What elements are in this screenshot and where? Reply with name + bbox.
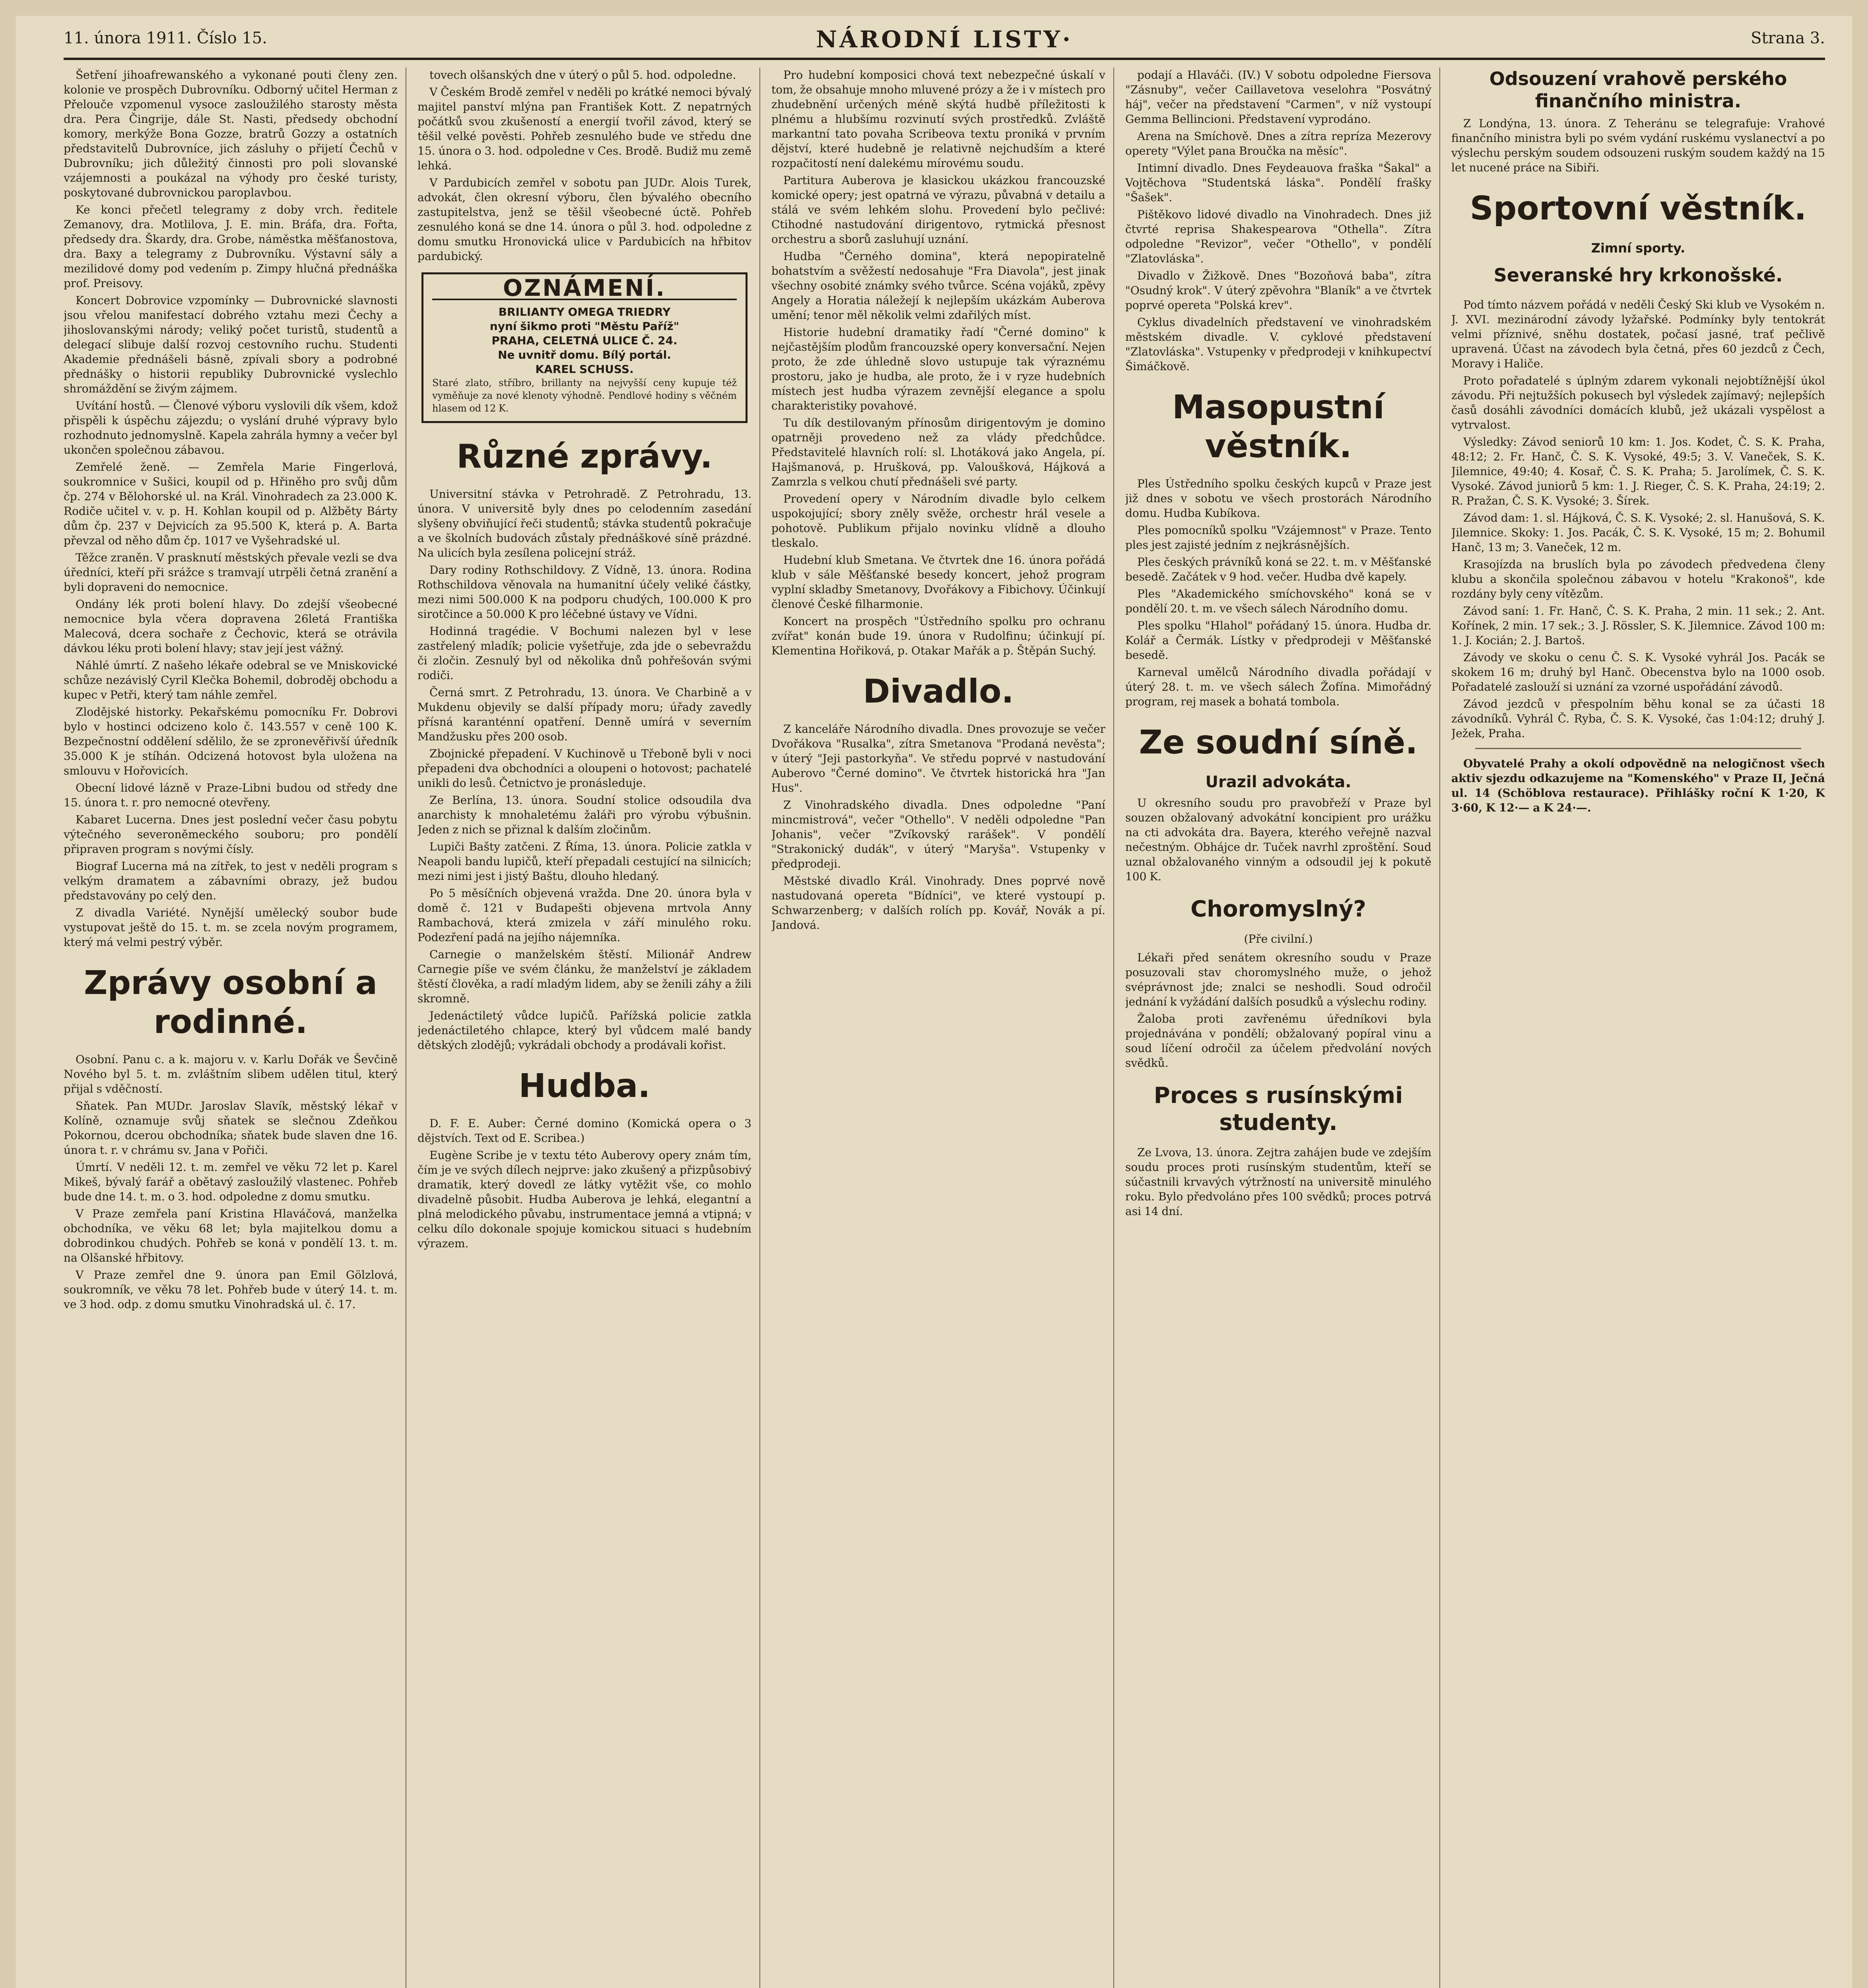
article-paragraph: Biograf Lucerna má na zítřek, to jest v neděli program s velkým dramatem a zábavními obrazy, jež budou představovány po celý den. — [64, 860, 398, 902]
column-4 — [1125, 68, 1431, 1988]
ad-line: BRILIANTY OMEGA TRIEDRY — [498, 305, 671, 318]
article-paragraph: Zlodějské historky. Pekařskému pomocníku Fr. Dobrovi bylo v hostinci odcizeno kolo č. 143.557 v ceně 100 K. Bezpečnostní oddělení sdělilo, že se zpronevěřivší úředník 35.000 K je stíhán. Odcizená hotovost byla uložena na smlouvu v Hořovicích. — [64, 705, 398, 777]
article-paragraph: Černá smrt. Z Petrohradu, 13. února. Ve Charbině a v Mukdenu objevily se další případy moru; úřady zavedly přísná karanténní opatření. Denně umírá v severním Mandžusku přes 200 osob. — [417, 686, 751, 743]
ad-line: nyní šikmo proti "Městu Paříž" — [489, 320, 680, 333]
column-3 — [771, 68, 1105, 1988]
article-paragraph: U okresního soudu pro pravobřeží v Praze byl souzen obžalovaný advokátní koncipient pro urážku na cti advokáta dra. Bayera, kterého veřejně nazval nečestným. Obhájce dr. Tuček navrhl zproštění. Soud uznal obžalovaného vinným a odsoudil jej k pokutě 100 K. — [1125, 796, 1431, 883]
article-paragraph: Žaloba proti zavřenému úředníkovi byla projednávána v pondělí; obžalovaný popíral vinu a soud líčení odročil za účelem předvolání nových svědků. — [1125, 1012, 1431, 1070]
article-paragraph: Obecní lidové lázně v Praze-Libni budou od středy dne 15. února t. r. pro nemocné otevřeny. — [64, 781, 398, 809]
section-heading-sport: Sportovní věstník. — [1470, 190, 1807, 227]
article-paragraph: Ke konci přečetl telegramy z doby vrch. ředitele Zemanovy, dra. Motlilova, J. E. min. Bráfa, dra. Fořta, předsedy dra. Škardy, dra. Grobe, náměstka měšťanostova, dra. Baxy a telegramy z Dubrovníku. Výstavní sály a mezilidové domy pod vedením p. Zimpy hlučná přednáška prof. Preisovy. — [64, 203, 398, 290]
article-paragraph: Zemřelé ženě. — Zemřela Marie Fingerlová, soukromnice v Sušici, koupil od p. Hřiněho pro svůj dům čp. 274 v Bělohorské ul. na Král. Vinohradech za 23.000 K. Rodiče učitel v. v. p. H. Kohlan koupil od p. Alžběty Bárty dům čp. 237 v Dejvicích za 95.500 K, která p. A. Barta převzal od něho dům čp. 1017 ve Vyšehradské ul. — [64, 460, 398, 547]
article-paragraph: Zbojnické přepadení. V Kuchinově u Třeboně byli v noci přepadeni dva obchodníci a oloupeni o hotovost; pachatelé unikli do lesů. Četnictvo je pronásleduje. — [417, 747, 751, 790]
article-subtitle: (Pře civilní.) — [1244, 932, 1313, 945]
article-paragraph: Koncert Dobrovice vzpomínky — Dubrovnické slavnosti jsou vřelou manifestací dobrého vztahu mezi Čechy a jihoslovanskými národy; veliký počet turistů, studentů a delegací slibuje další rozvoj cestovního ruchu. Studenti Akademie přednášeli básně, zpívali sbory a podrobné přednášky o historii republiky Dubrovnické vyslechlo shromáždění se živým zájmem. — [64, 294, 398, 395]
issue-date: 11. února 1911. Číslo 15. — [64, 29, 267, 47]
column-rule — [1439, 68, 1440, 1988]
page-number: Strana 3. — [1751, 29, 1825, 47]
ad-line: Ne uvnitř domu. Bílý portál. — [498, 348, 671, 361]
column-rule — [1113, 68, 1114, 1988]
article-paragraph: Intimní divadlo. Dnes Feydeauova fraška "Šakal" a Vojtěchova "Studentská láska". Pondělí frašky "Šašek". — [1125, 161, 1431, 204]
article-paragraph: Hudba "Černého domina", která nepopiratelně bohatstvím a svěžestí nedosahuje "Fra Diavola", jest jinak všechny osobité známky svého tvůrce. Scéna vojáků, zpěvy Angely a Horatia náležejí k nejlepším ukázkám Auberova umění; tenor měl několik velmi zdařilých míst. — [771, 250, 1105, 322]
article-subtitle: Zimní sporty. — [1591, 241, 1685, 256]
article-paragraph: Ondány lék proti bolení hlavy. Do zdejší všeobecné nemocnice byla včera dopravena 26letá Františka Malecová, dcera sochaře z Čechovic, která se otrávila dávkou léku proti bolení hlavy; stav její jest vážný. — [64, 598, 398, 655]
article-paragraph: Kabaret Lucerna. Dnes jest poslední večer času pobytu výtečného severoněmeckého souboru; pro pondělí připraven program s novými čísly. — [64, 813, 398, 856]
article-paragraph: Uvítání hostů. — Členové výboru vyslovili dík všem, kdož přispěli k úspěchu zájezdu; o vyslání druhé výpravy bylo rozhodnuto jednomyslně. Kapela zahrála hymny a večer byl ukončen společnou zábavou. — [64, 399, 398, 456]
article-paragraph: Z kanceláře Národního divadla. Dnes provozuje se večer Dvořákova "Rusalka", zítra Smetanova "Prodaná nevěsta"; v úterý "Jeji pastorkyňa". Ve středu poprvé v nastudování Auberovo "Černé domino". Ve čtvrtek historická hra "Jan Hus". — [771, 722, 1105, 794]
article-paragraph: Divadlo v Žižkově. Dnes "Bozoňová baba", zítra "Osudný krok". V úterý zpěvohra "Blaník" a ve čtvrtek poprvé opereta "Polská krev". — [1125, 269, 1431, 312]
ad-title: OZNÁMENÍ. — [432, 281, 737, 300]
article-paragraph: Náhlé úmrtí. Z našeho lékaře odebral se ve Mniskovické schůze nezávislý Cyril Klečka Bohemil, dobroděj obchodu a kupec v Petři, který tam náhle zemřel. — [64, 659, 398, 701]
article-paragraph: Z divadla Variété. Nynější umělecký soubor bude vystupovat ještě do 15. t. m. se zcela novým programem, který má velmi pestrý výběr. — [64, 906, 398, 949]
article-paragraph: Proto pořadatelé s úplným zdarem vykonali nejobtížnější úkol závodu. Při nejtužších pokusech byl výsledek zajímavý; nejlepších časů dosáhli závodníci domácích klubů, jež ukázali vyspělost a vytrvalost. — [1451, 374, 1825, 431]
section-heading-court: Ze soudní síně. — [1139, 724, 1418, 761]
article-paragraph: V Praze zemřel dne 9. února pan Emil Gölzlová, soukromník, ve věku 78 let. Pohřeb bude v úterý 14. t. m. ve 3 hod. odp. z domu smutku Vinohradská ul. č. 17. — [64, 1268, 398, 1311]
article-paragraph: Karneval umělců Národního divadla pořádají v úterý 28. t. m. ve všech sálech Žofína. Mimořádný program, rej masek a bohatá tombola. — [1125, 666, 1431, 708]
article-paragraph: Ze Lvova, 13. února. Zejtra zahájen bude ve zdejším soudu proces proti rusínským studentům, kteří se súčastnili krvavých výtržností na universitě minulého roku. Bylo předvoláno přes 100 svědků; proces potrvá asi 14 dní. — [1125, 1146, 1431, 1218]
article-paragraph: Cyklus divadelních představení ve vinohradském městském divadle. V. cyklové představení "Zlatovláska". Vstupenky v předprodeji v knihkupectví Šimáčkově. — [1125, 316, 1431, 373]
article-paragraph: Osobní. Panu c. a k. majoru v. v. Karlu Dořák ve Ševčině Nového byl 5. t. m. zvláštním slibem udělen titul, který přijal s vděčností. — [64, 1053, 398, 1095]
article-paragraph: Ze Berlína, 13. února. Soudní stolice odsoudila dva anarchisty k mnohaletému žaláři pro výrobu výbušnin. Jeden z nich se přiznal k dalším zločinům. — [417, 794, 751, 836]
ad-line: PRAHA, CELETNÁ ULICE Č. 24. — [491, 334, 678, 347]
article-paragraph: Universitní stávka v Petrohradě. Z Petrohradu, 13. února. V universitě byly dnes po celodenním zasedání slyšeny obviňující řeči studentů; stávka studentů pokračuje a ve školních budovách zůstaly přednáškové síně prázdné. Na ulicích byla zesílena policejní stráž. — [417, 487, 751, 559]
article-paragraph: tovech olšanských dne v úterý o půl 5. hod. odpoledne. — [429, 68, 736, 82]
article-title: Odsouzení vrahově perského finančního ministra. — [1489, 68, 1787, 112]
article-paragraph: Hudební klub Smetana. Ve čtvrtek dne 16. února pořádá klub v sále Měšťanské besedy koncert, jehož program vyplní skladby Smetanovy, Dvořákovy a Fibichovy. Účinkují členové České filharmonie. — [771, 553, 1105, 611]
article-paragraph: Závod jezdců v přespolním běhu konal se za účasti 18 závodníků. Vyhrál Č. Ryba, Č. S. K. Vysoké, čas 1:04:12; druhý J. Ježek, Praha. — [1451, 697, 1825, 740]
article-paragraph: Po 5 měsíčních objevená vražda. Dne 20. února byla v domě č. 121 v Budapešti objevena mrtvola Anny Rambachová, která zmizela v září minulého roku. Podezření padá na jejího nájemníka. — [417, 887, 751, 944]
article-paragraph: Historie hudební dramatiky řadí "Černé domino" k nejčastějším plodům francouzské opery konversační. Nejen proto, že zde úhledně slovo ustupuje tak výraznému prostoru, jako je hudba, ale proto, že i v ryze hudebních místech jest hudba výrazem zevnější elegance a spolu charakteristiky povahové. — [771, 326, 1105, 412]
ad-text: Staré zlato, stříbro, brillanty na nejvyšší ceny kupuje též vyměňuje za nové klenoty výhodně. Pendlové hodiny s věčném hlasem od 12 K. — [432, 377, 737, 414]
article-paragraph: Lékaři před senátem okresního soudu v Praze posuzovali stav choromyslného muže, o jehož svéprávnost jde; znalci se neshodli. Soud odročil jednání k vyžádání dalších posudků a výslechu rodiny. — [1125, 951, 1431, 1008]
article-paragraph: Dary rodiny Rothschildovy. Z Vídně, 13. února. Rodina Rothschildova věnovala na humanitní účely veliké částky, mezi nimi 500.000 K na podporu chudých, 100.000 K pro sirotčince a 50.000 K pro léčebné ústavy ve Vídni. — [417, 563, 751, 621]
article-paragraph: Závod dam: 1. sl. Hájková, Č. S. K. Vysoké; 2. sl. Hanušová, S. K. Jilemnice. Skoky: 1. Jos. Pacák, Č. S. K. Vysoké, 15 m; 2. Bohumil Hanč, 13 m; 3. Vaneček, 12 m. — [1451, 511, 1825, 554]
article-paragraph: Výsledky: Závod seniorů 10 km: 1. Jos. Kodet, Č. S. K. Praha, 48:12; 2. Fr. Hanč, Č. S. K. Vysoké, 49:5; 3. V. Vaneček, S. K. Jilemnice, 49:40; 4. Kosař, Č. S. K. Praha; 5. Jarolímek, Č. S. K. Vysoké. Závod juniorů 5 km: 1. J. Rieger, Č. S. K. Praha, 24:19; 2. R. Pražan, Č. S. K. Vysoké; 3. Šírek. — [1451, 435, 1825, 507]
article-paragraph: Ples českých právníků koná se 22. t. m. v Měšťanské besedě. Začátek v 9 hod. večer. Hudba dvě kapely. — [1125, 555, 1431, 583]
article-title: Choromyslný? — [1190, 896, 1366, 922]
section-heading-carnival: Masopustní věstník. — [1172, 388, 1384, 465]
article-paragraph: Závody ve skoku o cenu Č. S. K. Vysoké vyhrál Jos. Pacák se skokem 16 m; druhý byl Hanč. Obecenstva bylo na 1000 osob. Pořadatelé zaslouží si uznání za vzorné uspořádání závodů. — [1451, 651, 1825, 693]
article-paragraph: D. F. E. Auber: Černé domino (Komická opera o 3 dějstvích. Text od E. Scribea.) — [417, 1117, 751, 1145]
advertisement-box — [421, 272, 748, 423]
article-paragraph: Carnegie o manželském štěstí. Milionář Andrew Carnegie píše ve svém článku, že manželství je základem štěstí člověka, a radí mladým lidem, aby se ženili záhy a žili skromně. — [417, 948, 751, 1005]
article-paragraph: Arena na Smíchově. Dnes a zítra repríza Mezerovy operety "Výlet pana Broučka na měsíc". — [1125, 130, 1431, 157]
article-paragraph: Eugène Scribe je v textu této Auberovy opery znám tím, čím je ve svých dílech nejprve: jako zkušený a přizpůsobivý dramatik, který dovedl ze látky vytěžit vše, co mohlo divadelně působit. Hudba Auberova je lehká, elegantní a plná melodického půvabu, instrumentace jemná a vtipná; v celku dílo dokonale spojuje komickou situaci s hudebním výrazem. — [417, 1149, 751, 1250]
section-heading-various: Různé zprávy. — [456, 438, 713, 476]
article-paragraph: Krasojízda na bruslích byla po závodech předvedena členy klubu a skončila společnou zábavou v hotelu "Krakonoš", kde rozdány byly ceny vítězům. — [1451, 558, 1825, 600]
article-paragraph: Ples Ústředního spolku českých kupců v Praze jest již dnes v sobotu ve všech prostorách Národního domu. Hudba Kubíkova. — [1125, 477, 1431, 520]
masthead: NÁRODNÍ LISTY· — [816, 26, 1073, 53]
section-heading-personal: Zprávy osobní a rodinné. — [84, 964, 377, 1041]
article-title: Severanské hry krkonošské. — [1493, 264, 1783, 286]
section-heading-theatre: Divadlo. — [863, 673, 1014, 711]
article-paragraph: Lupiči Bašty zatčeni. Z Říma, 13. února. Policie zatkla v Neapoli bandu lupičů, kteří přepadali cestující na silnicích; mezi nimi jest i jistý Baštu, dlouho hledaný. — [417, 840, 751, 883]
article-paragraph: Pro hudební komposici chová text nebezpečné úskalí v tom, že obsahuje mnoho mluvené prózy a že i v místech pro zhudebnění určených méně skýtá hudbě příležitosti k plnému a hlubšímu rozvinutí svých prostředků. Zvláště markantní tato povaha Scribeova textu proniká v prvním dějství, které hudebně je relativně nejchudším a které rozpačitostí není dalekému mírovému soudu. — [771, 68, 1105, 170]
article-title: Proces s rusínskými studenty. — [1153, 1083, 1403, 1136]
article-paragraph: Hodinná tragédie. V Bochumi nalezen byl v lese zastřelený mladík; policie vyšetřuje, zda jde o sebevraždu či zločin. Zesnulý byl od několika dnů pohřešován svými rodiči. — [417, 625, 751, 682]
article-paragraph: Z Vinohradského divadla. Dnes odpoledne "Paní mincmistrová", večer "Othello". V neděli odpoledne "Pan Johanis", večer "Zvíkovský rarášek". V pondělí "Strakonický dudák", v úterý "Maryša". Vstupenky v předprodeji. — [771, 798, 1105, 870]
column-1 — [64, 68, 398, 1988]
article-paragraph: V Českém Brodě zemřel v neděli po krátké nemoci bývalý majitel panství mlýna pan František Kott. Z nepatrných počátků svou zkušeností a energií tvořil závod, který se těšil velké pověsti. Pohřeb zesnulého bude ve středu dne 15. února o 3. hod. odpoledne v Ces. Brodě. Budiž mu země lehká. — [417, 85, 751, 172]
article-paragraph: Těžce zraněn. V prasknutí městských převale vezli se dva úředníci, kteří při srážce s tramvají utrpěli četná zranění a byli dopraveni do nemocnice. — [64, 551, 398, 594]
article-paragraph: Ples pomocníků spolku "Vzájemnost" v Praze. Tento ples jest zajisté jedním z nejkrásnějších. — [1125, 524, 1431, 551]
article-paragraph: Sňatek. Pan MUDr. Jaroslav Slavík, městský lékař v Kolíně, oznamuje svůj sňatek se slečnou Zdeňkou Pokornou, dcerou obchodníka; sňatek bude slaven dne 16. února t. r. v chrámu sv. Jana v Pořiči. — [64, 1099, 398, 1157]
article-paragraph: V Praze zemřela paní Kristina Hlaváčová, manželka obchodníka, ve věku 68 let; byla majitelkou domu a dobrodinkou chudých. Pohřeb se koná v pondělí 13. t. m. na Olšanské hřbitovy. — [64, 1207, 398, 1264]
article-paragraph: Úmrtí. V neděli 12. t. m. zemřel ve věku 72 let p. Karel Mikeš, bývalý farář a obětavý zasloužilý vlastenec. Pohřeb bude dne 14. t. m. o 3. hod. odpoledne z domu smutku. — [64, 1161, 398, 1203]
article-paragraph: Ples spolku "Hlahol" pořádaný 15. února. Hudba dr. Kolář a Čermák. Lístky v předprodeji v Měšťanské besedě. — [1125, 619, 1431, 662]
article-paragraph: Ples "Akademického smíchovského" koná se v pondělí 20. t. m. ve všech sálech Národního domu. — [1125, 587, 1431, 615]
article-paragraph: Závod saní: 1. Fr. Hanč, Č. S. K. Praha, 2 min. 11 sek.; 2. Ant. Kořínek, 2 min. 17 sek.; 3. J. Rössler, S. K. Jilemnice. Závod 100 m: 1. J. Kocián; 2. J. Bartoš. — [1451, 604, 1825, 647]
column-rule — [759, 68, 760, 1988]
article-paragraph: Partitura Auberova je klasickou ukázkou francouzské komické opery; jest opatrná ve výrazu, půvabná v detailu a stálá ve svém lehkém slohu. Provedení bylo pečlivé: Ctihodné nastudování dirigentovo, rytmická přesnost orchestru a sborů zasluhují uznání. — [771, 174, 1105, 246]
page-header — [64, 26, 1825, 60]
ad-line: KAREL SCHUSS. — [535, 363, 634, 376]
article-paragraph: Tu dík destilovaným přínosům dirigentovým je domino opatrněji provedeno než za vlády předchůdce. Představitelé hlavních rolí: sl. Lhotáková jako Angela, pí. Hajšmanová, p. Hrušková, pp. Valoušková, Hájková a Zamrzla s velkou chutí přednášeli své party. — [771, 416, 1105, 488]
article-paragraph: V Pardubicích zemřel v sobotu pan JUDr. Alois Turek, advokát, člen okresní výboru, člen bývalého obecního zastupitelstva, jenž se těšil všeobecné úctě. Pohřeb zesnulého koná se dne 14. února o půl 3. hod. odpoledne z domu smutku Hronovická ulice v Pardubicích na hřbitov pardubický. — [417, 176, 751, 263]
article-paragraph: Městské divadlo Král. Vinohrady. Dnes poprvé nově nastudovaná opereta "Bídníci", ve které vystoupí p. Schwarzenberg; v dalších rolích pp. Kovář, Novák a pí. Jandová. — [771, 874, 1105, 932]
article-paragraph: Z Londýna, 13. února. Z Teheránu se telegrafuje: Vrahové finančního ministra byli po svém vydání ruskému vyslanectví a po výslechu perským soudem odsouzeni ruským soudem každý na 15 let nucené práce na Sibiři. — [1451, 117, 1825, 174]
column-2 — [417, 68, 751, 1988]
article-paragraph: Jedenáctiletý vůdce lupičů. Pařížská policie zatkla jedenáctiletého chlapce, který byl vůdcem malé bandy dětských zlodějů; vykrádali obchody a prodávali kořist. — [417, 1009, 751, 1052]
article-paragraph: Obyvatelé Prahy a okolí odpovědně na nelogičnost všech aktiv sjezdu odkazujeme na "Komenského" v Praze II, Ječná ul. 14 (Schöblova restaurace). Přihlášky roční K 1·20, K 3·60, K 12·— a K 24·—. — [1451, 757, 1825, 814]
article-paragraph: Šetření jihoafrewanského a vykonané pouti členy zen. kolonie ve prospěch Dubrovníku. Odborný učitel Herman z Přelouče vzpomenul vysoce zasloužilého starosty města dra. Pera Čingrije, dále St. Nasti, předsedy obchodní komory, merkýže Bona Gozze, bratrů Gozzy a ostatních představitelů Dubrovníce, jich zásluhy o přijetí Čechů v Dubrovníku; jich důležitý činnosti pro poli slovanské vzájemnosti a poukázal na výhody pro české turisty, poskytované dubrovnickou paroplavbou. — [64, 68, 398, 199]
article-paragraph: Koncert na prospěch "Ústředního spolku pro ochranu zvířat" konán bude 19. února v Rudolfinu; účinkují pí. Klementina Hořiková, p. Otakar Mařák a p. Štěpán Suchý. — [771, 615, 1105, 657]
section-heading-music: Hudba. — [518, 1067, 650, 1105]
article-paragraph: podají a Hlaváči. (IV.) V sobotu odpoledne Fiersova "Zásnuby", večer Caillavetova veselohra "Posvátný háj", večer na představení "Carmen", v níž vystoupí Gemma Bellincioni. Představení vyprodáno. — [1125, 68, 1431, 126]
article-paragraph: Pod tímto názvem pořádá v neděli Český Ski klub ve Vysokém n. J. XVI. mezinárodní závody lyžařské. Podmínky byly tentokrát velmi příznivé, sněhu dostatek, počasí jasné, trať pečlivě upravená. Účast na závodech byla četná, přes 60 jezdců z Čech, Moravy i Haliče. — [1451, 298, 1825, 370]
divider — [1475, 748, 1801, 749]
article-paragraph: Pištěkovo lidové divadlo na Vinohradech. Dnes již čtvrté reprisa Shakespearova "Othella". Zítra odpoledne "Revizor", večer "Othello", v pondělí "Zlatovláska". — [1125, 208, 1431, 265]
article-title: Urazil advokáta. — [1205, 773, 1351, 791]
column-5 — [1451, 68, 1825, 1988]
article-paragraph: Provedení opery v Národním divadle bylo celkem uspokojující; sbory zněly svěže, orchestr hrál vesele a pohotově. Publikum přijalo novinku vlídně a dlouho tleskalo. — [771, 492, 1105, 549]
newspaper-page — [16, 16, 1852, 1988]
